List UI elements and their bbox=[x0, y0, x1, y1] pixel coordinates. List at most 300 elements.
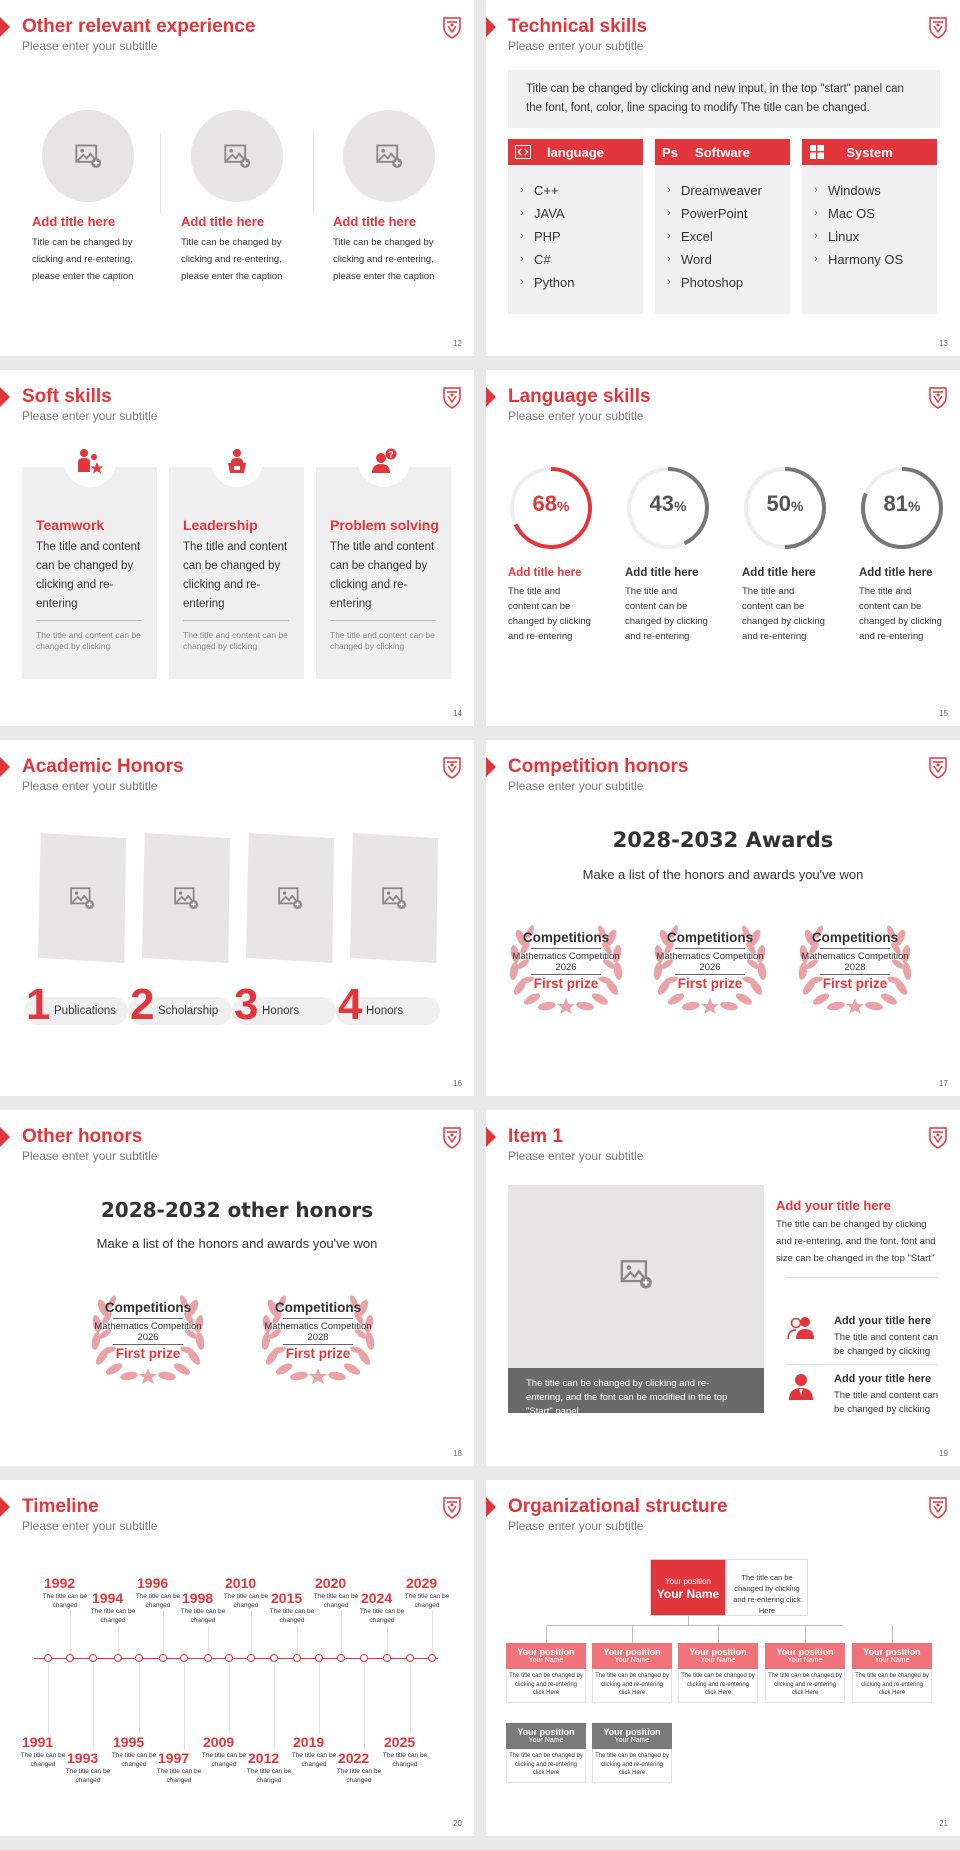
column-header bbox=[508, 139, 643, 165]
timeline-desc: The title can be changed bbox=[246, 1768, 292, 1784]
divider bbox=[113, 1318, 183, 1319]
timeline-desc: The title can be changed bbox=[382, 1752, 428, 1768]
timeline-connector bbox=[93, 1662, 94, 1750]
award-prize: First prize bbox=[677, 976, 743, 991]
awards-heading: 2028-2032 other honors bbox=[100, 1198, 374, 1222]
right-title: Add your title here bbox=[776, 1198, 891, 1213]
slide-subtitle: Please enter your subtitle bbox=[22, 39, 158, 53]
timeline-desc: The title can be changed bbox=[223, 1593, 269, 1609]
timeline-connector bbox=[118, 1626, 119, 1655]
timeline-dot bbox=[337, 1654, 345, 1662]
slide-subtitle: Please enter your subtitle bbox=[22, 1519, 158, 1533]
awards-subheading: Make a list of the honors and awards you've won bbox=[582, 867, 864, 882]
org-box[interactable] bbox=[506, 1723, 586, 1783]
timeline-connector bbox=[364, 1662, 365, 1750]
timeline-year: 2020 bbox=[315, 1575, 347, 1591]
position-label: Your position bbox=[603, 1647, 661, 1657]
slide-title: Academic Honors bbox=[22, 756, 184, 777]
image-icon bbox=[619, 1257, 653, 1291]
timeline-desc: The title can be changed bbox=[404, 1593, 450, 1609]
divider bbox=[786, 1277, 938, 1278]
name-label: Your Name bbox=[614, 1657, 650, 1664]
image-placeholder[interactable] bbox=[350, 833, 438, 963]
timeline-dot bbox=[44, 1654, 52, 1662]
timeline-dot bbox=[114, 1654, 122, 1662]
honor-label: Honors bbox=[366, 1005, 404, 1017]
timeline-desc: The title can be changed bbox=[90, 1608, 136, 1624]
image-placeholder[interactable] bbox=[142, 833, 230, 963]
svg-text:?: ? bbox=[388, 449, 394, 460]
divider bbox=[675, 948, 745, 949]
image-placeholder[interactable] bbox=[191, 110, 283, 202]
timeline-desc: The title can be changed bbox=[313, 1593, 359, 1609]
position-label: Your position bbox=[863, 1647, 921, 1657]
divider bbox=[531, 974, 601, 975]
skill-column bbox=[508, 139, 643, 314]
timeline-year: 1998 bbox=[182, 1590, 214, 1606]
award-prize: First prize bbox=[285, 1346, 351, 1361]
image-icon bbox=[375, 142, 403, 170]
award-year: 2028 bbox=[307, 1332, 329, 1343]
org-box-desc: The title can be changed by clicking and re-entering click Here bbox=[592, 1669, 672, 1703]
item-title: Add title here bbox=[859, 567, 933, 579]
item-title: Add title here bbox=[181, 214, 265, 229]
school-logo-icon bbox=[442, 386, 462, 410]
divider bbox=[313, 133, 314, 213]
award-category: Competitions bbox=[274, 1300, 362, 1315]
timeline-dot bbox=[247, 1654, 255, 1662]
org-box[interactable] bbox=[765, 1643, 845, 1703]
timeline-year: 1994 bbox=[92, 1590, 124, 1606]
column-header bbox=[802, 139, 937, 165]
connector bbox=[805, 1625, 806, 1643]
timeline-dot bbox=[204, 1654, 212, 1662]
title-marker bbox=[486, 1497, 496, 1517]
school-logo-icon bbox=[928, 1496, 948, 1520]
timeline-connector bbox=[251, 1611, 252, 1655]
award-category: Competitions bbox=[811, 930, 899, 945]
column-label: Software bbox=[695, 144, 750, 160]
list-item: › Mac OS bbox=[814, 202, 937, 225]
slide-title: Timeline bbox=[22, 1496, 99, 1517]
school-logo-icon bbox=[442, 16, 462, 40]
right-desc: The title can be changed by clicking and re-entering, and the font, font and size can be changed in the top "Start" bbox=[776, 1219, 936, 1264]
divider bbox=[183, 620, 289, 621]
card-footnote: The title and content can be changed by clicking bbox=[36, 630, 141, 651]
slide-14 bbox=[0, 370, 474, 726]
org-box-header bbox=[592, 1643, 672, 1669]
timeline-year: 1993 bbox=[67, 1750, 99, 1766]
list-item: › Dreamweaver bbox=[667, 179, 790, 202]
title-marker bbox=[0, 757, 10, 777]
name-label: Your Name bbox=[614, 1737, 650, 1744]
page-number: 18 bbox=[453, 1449, 462, 1458]
title-marker bbox=[0, 1497, 10, 1517]
slide-title: Language skills bbox=[508, 386, 651, 407]
timeline-dot bbox=[383, 1654, 391, 1662]
timeline-connector bbox=[432, 1611, 433, 1655]
image-icon bbox=[173, 885, 199, 911]
image-placeholder[interactable] bbox=[343, 110, 435, 202]
column-header bbox=[655, 139, 790, 165]
timeline-dot bbox=[159, 1654, 167, 1662]
list-item: › Python bbox=[520, 271, 643, 294]
org-head-box[interactable] bbox=[650, 1559, 726, 1616]
divider bbox=[675, 974, 745, 975]
name-label: Your Name bbox=[528, 1737, 564, 1744]
timeline-connector bbox=[387, 1626, 388, 1655]
users-icon bbox=[786, 1315, 816, 1346]
award-year: 2026 bbox=[137, 1332, 159, 1343]
honor-number: 2 bbox=[130, 980, 155, 1029]
skill-column bbox=[802, 139, 937, 314]
image-icon bbox=[381, 885, 407, 911]
position-label: Your position bbox=[776, 1647, 834, 1657]
image-icon bbox=[69, 885, 95, 911]
skill-card bbox=[22, 467, 157, 679]
timeline-dot bbox=[180, 1654, 188, 1662]
awards-heading: 2028-2032 Awards bbox=[612, 828, 834, 852]
list-item: › Photoshop bbox=[667, 271, 790, 294]
org-box-desc: The title can be changed by clicking and re-entering click Here bbox=[506, 1669, 586, 1703]
honor-label: Honors bbox=[262, 1005, 300, 1017]
image-icon bbox=[223, 142, 251, 170]
card-title: Teamwork bbox=[36, 517, 105, 533]
list-item: › Word bbox=[667, 248, 790, 271]
org-box-desc: The title can be changed by clicking and re-entering click Here bbox=[852, 1669, 932, 1703]
honor-number: 1 bbox=[26, 980, 51, 1029]
timeline-dot bbox=[66, 1654, 74, 1662]
school-logo-icon bbox=[442, 756, 462, 780]
timeline-desc: The title can be changed bbox=[42, 1593, 88, 1609]
intro-text: Title can be changed by clicking and new input, in the top "start" panel can the font, font, color, line spacing to modify The title can be changed. bbox=[508, 70, 940, 128]
org-box-desc: The title can be changed by clicking and re-entering click Here bbox=[592, 1749, 672, 1783]
slide-title: Other honors bbox=[22, 1126, 143, 1147]
item-desc: The title and content can be changed by clicking and re-entering bbox=[508, 586, 591, 642]
slide-title: Competition honors bbox=[508, 756, 689, 777]
sub-title: Add your title here bbox=[834, 1315, 932, 1327]
slide-subtitle: Please enter your subtitle bbox=[22, 779, 158, 793]
award-wreath bbox=[647, 918, 773, 1018]
card-footnote: The title and content can be changed by clicking bbox=[183, 630, 288, 651]
timeline-connector bbox=[163, 1611, 164, 1655]
timeline-year: 2009 bbox=[203, 1734, 235, 1750]
connector bbox=[547, 1625, 843, 1626]
school-logo-icon bbox=[928, 756, 948, 780]
item-title: Add title here bbox=[742, 567, 816, 579]
school-logo-icon bbox=[928, 16, 948, 40]
org-box-desc: The title can be changed by clicking and re-entering click Here bbox=[506, 1749, 586, 1783]
list-item: › Windows bbox=[814, 179, 937, 202]
slide-16 bbox=[0, 740, 474, 1096]
slide-subtitle: Please enter your subtitle bbox=[508, 779, 644, 793]
award-name: Mathematics Competition bbox=[512, 951, 620, 962]
slide-13 bbox=[486, 0, 960, 356]
skill-card bbox=[316, 449, 451, 679]
item-desc: Title can be changed by clicking and re-entering, please enter the caption bbox=[333, 237, 435, 282]
title-marker bbox=[486, 757, 496, 777]
slide-title: Organizational structure bbox=[508, 1496, 728, 1517]
image-placeholder[interactable] bbox=[38, 833, 126, 963]
timeline-year: 1997 bbox=[158, 1750, 190, 1766]
card-title: Problem solving bbox=[330, 517, 439, 533]
org-box[interactable] bbox=[852, 1643, 932, 1703]
divider bbox=[531, 948, 601, 949]
item-desc: Title can be changed by clicking and re-entering, please enter the caption bbox=[181, 237, 283, 282]
award-name: Mathematics Competition bbox=[264, 1321, 372, 1332]
slide-18 bbox=[0, 1110, 474, 1466]
card-desc: The title and content can be changed by clicking and re-entering bbox=[183, 541, 288, 610]
award-name: Mathematics Competition bbox=[656, 951, 764, 962]
slide-20 bbox=[0, 1480, 474, 1836]
award-name: Mathematics Competition bbox=[94, 1321, 202, 1332]
sub-desc: The title and content can be changed by clicking bbox=[834, 1390, 939, 1415]
slide-subtitle: Please enter your subtitle bbox=[22, 409, 158, 423]
slide-title: Soft skills bbox=[22, 386, 112, 407]
list-item: › PowerPoint bbox=[667, 202, 790, 225]
divider bbox=[820, 948, 890, 949]
org-box[interactable] bbox=[678, 1643, 758, 1703]
org-box[interactable] bbox=[592, 1723, 672, 1783]
title-marker bbox=[0, 1127, 10, 1147]
divider bbox=[330, 620, 436, 621]
timeline-year: 2019 bbox=[293, 1734, 325, 1750]
award-prize: First prize bbox=[533, 976, 599, 991]
award-wreath bbox=[503, 918, 629, 1018]
card-footnote: The title and content can be changed by clicking bbox=[330, 630, 435, 651]
timeline-year: 2022 bbox=[338, 1750, 370, 1766]
list-item: › JAVA bbox=[520, 202, 643, 225]
list-item: › Harmony OS bbox=[814, 248, 937, 271]
slide-subtitle: Please enter your subtitle bbox=[508, 1519, 644, 1533]
title-marker bbox=[486, 387, 496, 407]
connector bbox=[892, 1625, 893, 1643]
timeline-dot bbox=[135, 1654, 143, 1662]
skill-card bbox=[169, 467, 304, 679]
timeline-connector bbox=[48, 1662, 49, 1734]
timeline-year: 2015 bbox=[271, 1590, 303, 1606]
column-label: language bbox=[546, 144, 605, 160]
award-year: 2026 bbox=[699, 962, 721, 973]
name-label: Your Name bbox=[656, 1587, 720, 1601]
question-person-icon bbox=[358, 435, 410, 487]
award-wreath bbox=[255, 1288, 381, 1388]
timeline-connector bbox=[297, 1626, 298, 1655]
org-box-header bbox=[506, 1643, 586, 1669]
timeline-connector bbox=[274, 1662, 275, 1750]
timeline-connector bbox=[410, 1662, 411, 1734]
item-desc: The title and content can be changed by clicking and re-entering bbox=[859, 586, 942, 642]
percent-label: 68% bbox=[532, 491, 570, 516]
team-icon bbox=[64, 435, 116, 487]
timeline-desc: The title can be changed bbox=[156, 1768, 202, 1784]
user-icon bbox=[788, 1373, 814, 1406]
school-logo-icon bbox=[442, 1126, 462, 1150]
name-label: Your Name bbox=[700, 1657, 736, 1664]
award-category: Competitions bbox=[666, 930, 754, 945]
slide-title: Item 1 bbox=[508, 1126, 563, 1147]
org-box-desc: The title can be changed by clicking and re-entering click Here bbox=[678, 1669, 758, 1703]
org-box-desc: The title can be changed by clicking and re-entering click Here bbox=[765, 1669, 845, 1703]
timeline-year: 2025 bbox=[384, 1734, 416, 1750]
org-head-desc: The title can be changed by clicking and re-entering click Here bbox=[726, 1559, 808, 1616]
timeline-desc: The title can be changed bbox=[20, 1752, 66, 1768]
slide-19 bbox=[486, 1110, 960, 1466]
sub-desc: The title and content can be changed by clicking bbox=[834, 1332, 939, 1357]
timeline-desc: The title can be changed bbox=[336, 1768, 382, 1784]
image-icon bbox=[277, 885, 303, 911]
position-label: Your position bbox=[517, 1727, 575, 1737]
school-logo-icon bbox=[442, 1496, 462, 1520]
timeline-dot bbox=[360, 1654, 368, 1662]
photoshop-icon: Ps bbox=[662, 144, 678, 160]
item-desc: The title and content can be changed by clicking and re-entering bbox=[625, 586, 708, 642]
org-box-header bbox=[678, 1643, 758, 1669]
divider bbox=[820, 974, 890, 975]
position-label: Your position bbox=[665, 1577, 711, 1586]
timeline-dot bbox=[89, 1654, 97, 1662]
percent-label: 81% bbox=[883, 491, 921, 516]
name-label: Your Name bbox=[528, 1657, 564, 1664]
award-wreath bbox=[85, 1288, 211, 1388]
card-desc: The title and content can be changed by clicking and re-entering bbox=[330, 541, 435, 610]
honor-number: 3 bbox=[234, 980, 259, 1029]
timeline-desc: The title can be changed bbox=[111, 1752, 157, 1768]
item-desc: Title can be changed by clicking and re-entering, please enter the caption bbox=[32, 237, 134, 282]
timeline-dot bbox=[428, 1654, 436, 1662]
divider bbox=[36, 620, 142, 621]
page-number: 20 bbox=[453, 1819, 462, 1828]
page-number: 19 bbox=[939, 1449, 948, 1458]
school-logo-icon bbox=[928, 1126, 948, 1150]
divider bbox=[160, 133, 161, 213]
timeline-dot bbox=[225, 1654, 233, 1662]
timeline-year: 2012 bbox=[248, 1750, 280, 1766]
page-number: 21 bbox=[939, 1819, 948, 1828]
award-category: Competitions bbox=[104, 1300, 192, 1315]
org-box[interactable] bbox=[592, 1643, 672, 1703]
skill-column bbox=[655, 139, 790, 314]
page-number: 16 bbox=[453, 1079, 462, 1088]
title-marker bbox=[486, 1127, 496, 1147]
position-label: Your position bbox=[603, 1727, 661, 1737]
podium-speaker-icon bbox=[211, 435, 263, 487]
percent-label: 50% bbox=[766, 491, 804, 516]
image-icon bbox=[74, 142, 102, 170]
timeline-connector bbox=[341, 1611, 342, 1655]
divider bbox=[283, 1318, 353, 1319]
awards-subheading: Make a list of the honors and awards you've won bbox=[96, 1236, 378, 1251]
image-placeholder[interactable] bbox=[246, 833, 334, 963]
item-title: Add title here bbox=[508, 567, 582, 579]
column-label: System bbox=[846, 144, 893, 160]
list-item: › Excel bbox=[667, 225, 790, 248]
timeline-desc: The title can be changed bbox=[201, 1752, 247, 1768]
percent-label: 43% bbox=[649, 491, 687, 516]
timeline-dot bbox=[406, 1654, 414, 1662]
list-item: › PHP bbox=[520, 225, 643, 248]
school-logo-icon bbox=[928, 386, 948, 410]
org-box-header bbox=[592, 1723, 672, 1749]
timeline-dot bbox=[315, 1654, 323, 1662]
card-title: Leadership bbox=[183, 517, 258, 533]
timeline-year: 2029 bbox=[406, 1575, 438, 1591]
timeline-year: 1995 bbox=[113, 1734, 145, 1750]
timeline-year: 1996 bbox=[137, 1575, 169, 1591]
position-label: Your position bbox=[517, 1647, 575, 1657]
slide-title: Other relevant experience bbox=[22, 16, 256, 37]
award-prize: First prize bbox=[822, 976, 888, 991]
connector bbox=[632, 1625, 633, 1643]
slide-12 bbox=[0, 0, 474, 356]
timeline-connector bbox=[319, 1662, 320, 1734]
timeline-desc: The title can be changed bbox=[291, 1752, 337, 1768]
image-placeholder[interactable] bbox=[42, 110, 134, 202]
connector bbox=[688, 1616, 689, 1625]
timeline-year: 1992 bbox=[44, 1575, 76, 1591]
item-title: Add title here bbox=[32, 214, 116, 229]
org-box-header bbox=[765, 1643, 845, 1669]
timeline-connector bbox=[208, 1626, 209, 1655]
page-number: 17 bbox=[939, 1079, 948, 1088]
timeline-year: 2010 bbox=[225, 1575, 257, 1591]
org-box[interactable] bbox=[506, 1643, 586, 1703]
item-title: Add title here bbox=[333, 214, 417, 229]
timeline-connector bbox=[139, 1662, 140, 1734]
slide-subtitle: Please enter your subtitle bbox=[22, 1149, 158, 1163]
slide-21 bbox=[486, 1480, 960, 1836]
divider bbox=[113, 1344, 183, 1345]
timeline-desc: The title can be changed bbox=[65, 1768, 111, 1784]
timeline-desc: The title can be changed bbox=[359, 1608, 405, 1624]
org-box-header bbox=[852, 1643, 932, 1669]
timeline-dot bbox=[270, 1654, 278, 1662]
image-caption: The title can be changed by clicking and re-entering, and the font can be modified in the top "Start" panel. bbox=[508, 1368, 764, 1413]
award-wreath bbox=[792, 918, 918, 1018]
divider bbox=[283, 1344, 353, 1345]
item-title: Add title here bbox=[625, 567, 699, 579]
title-marker bbox=[486, 17, 496, 37]
timeline-connector bbox=[70, 1611, 71, 1655]
connector bbox=[718, 1625, 719, 1643]
title-marker bbox=[0, 17, 10, 37]
honor-number: 4 bbox=[338, 980, 363, 1029]
page-number: 15 bbox=[939, 709, 948, 718]
list-item: › C# bbox=[520, 248, 643, 271]
timeline-connector bbox=[184, 1662, 185, 1750]
timeline-desc: The title can be changed bbox=[135, 1593, 181, 1609]
timeline-connector bbox=[229, 1662, 230, 1734]
divider bbox=[786, 1364, 938, 1365]
award-year: 2028 bbox=[844, 962, 866, 973]
slide-subtitle: Please enter your subtitle bbox=[508, 1149, 644, 1163]
connector bbox=[546, 1625, 547, 1643]
card-desc: The title and content can be changed by clicking and re-entering bbox=[36, 541, 141, 610]
org-box-header bbox=[506, 1723, 586, 1749]
slide-title: Technical skills bbox=[508, 16, 648, 37]
title-marker bbox=[0, 387, 10, 407]
list-item: › C++ bbox=[520, 179, 643, 202]
timeline-year: 1991 bbox=[22, 1734, 54, 1750]
page-number: 14 bbox=[453, 709, 462, 718]
honor-label: Scholarship bbox=[158, 1005, 219, 1017]
list-item: › Linux bbox=[814, 225, 937, 248]
award-category: Competitions bbox=[522, 930, 610, 945]
sub-title: Add your title here bbox=[834, 1373, 932, 1385]
slide-subtitle: Please enter your subtitle bbox=[508, 39, 644, 53]
slide-15 bbox=[486, 370, 960, 726]
timeline-year: 2024 bbox=[361, 1590, 393, 1606]
